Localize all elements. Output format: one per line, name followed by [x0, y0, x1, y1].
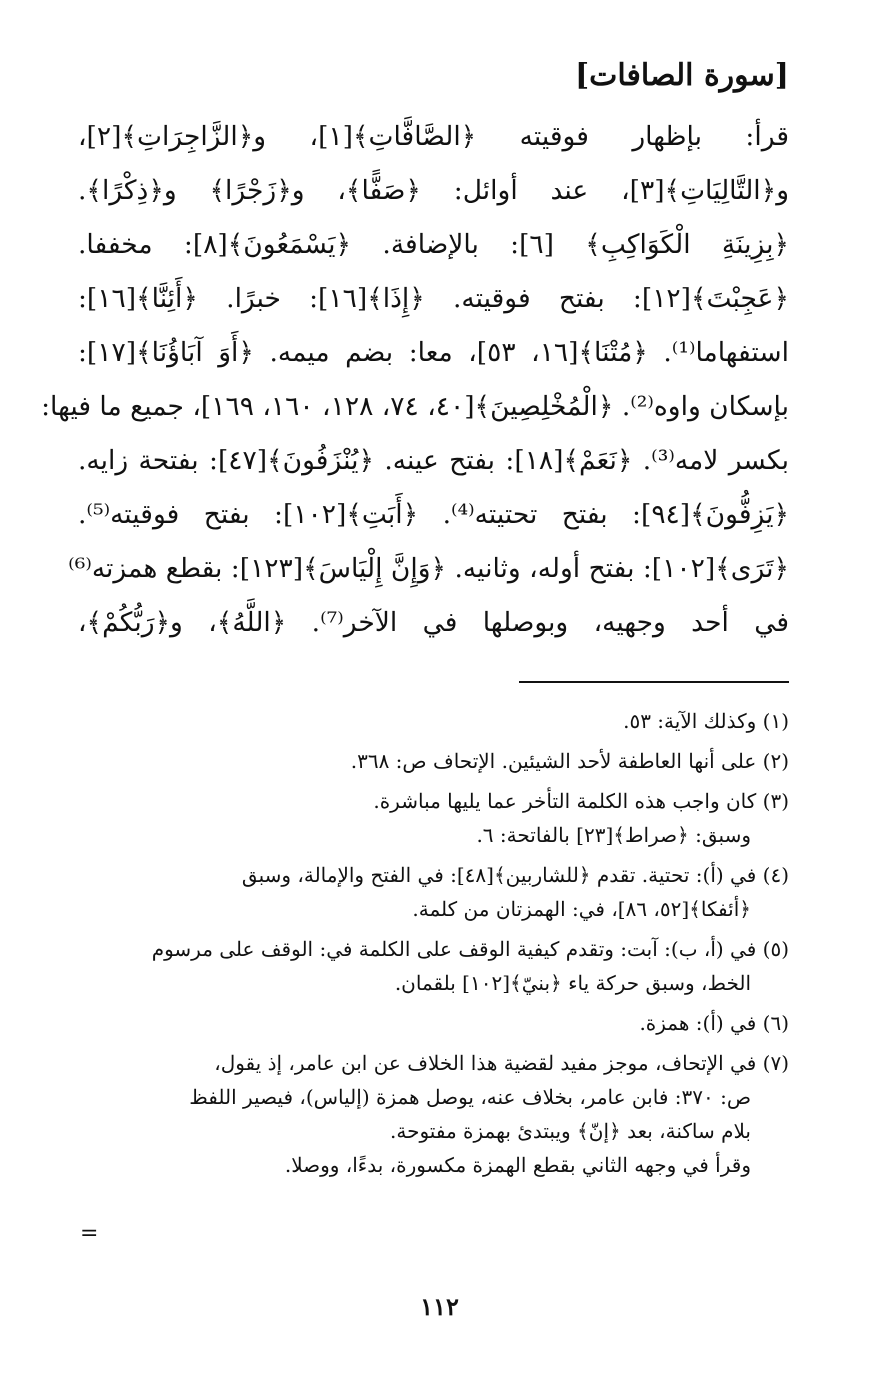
text-line: استفهاما⁽¹⁾. ﴿مُتْنَا﴾[١٦، ٥٣]، معا: بضم ميمه. ﴿أَوَ آبَاؤُنَا﴾[١٧]: [78, 337, 789, 368]
continuation-mark: = [80, 1221, 99, 1246]
main-text [41, 110, 790, 650]
footnote-1 [78, 704, 789, 738]
footnote-line: (٧) في الإتحاف، موجز مفيد لقضية هذا الخلاف عن ابن عامر، إذ يقول، [214, 1051, 789, 1075]
footnotes [78, 704, 789, 1182]
text-line: ﴿بِزِينَةِ الْكَوَاكِبِ﴾ [٦]: بالإضافة. ﴿يَسْمَعُونَ﴾[٨]: مخففا. [78, 229, 790, 260]
text-line: قرأ: بإظهار فوقيته ﴿الصَّافَّاتِ﴾[١]، و﴿الزَّاجِرَاتِ﴾[٢]، [78, 121, 789, 152]
footnote-line: وسبق: ﴿صراط﴾[٢٣] بالفاتحة: ٦. [476, 823, 751, 847]
footnote-line: (٣) كان واجب هذه الكلمة التأخر عما يليها مباشرة. [373, 789, 789, 813]
text-line: بكسر لامه⁽³⁾. ﴿نَعَمْ﴾[١٨]: بفتح عينه. ﴿يُنْزَفُونَ﴾[٤٧]: بفتحة زايه. [78, 445, 789, 476]
footnote-line: ص: ٣٧٠: فابن عامر، بخلاف عنه، يوصل همزة (إلياس)، فيصير اللفظ [189, 1085, 751, 1109]
text-line: ﴿يَزِفُّونَ﴾[٩٤]: بفتح تحتيته⁽⁴⁾. ﴿أَبَتِ﴾[١٠٢]: بفتح فوقيته⁽⁵⁾. [78, 499, 790, 530]
footnote-line: وقرأ في وجهه الثاني بقطع الهمزة مكسورة، بدءًا، ووصلا. [284, 1153, 751, 1177]
text-line: و﴿التَّالِيَاتِ﴾[٣]، عند أوائل: ﴿صَفًّا﴾، و﴿زَجْرًا﴾ و﴿ذِكْرًا﴾. [78, 175, 789, 206]
footnote-line: (٤) في (أ): تحتية. تقدم ﴿للشاربين﴾[٤٨]: في الفتح والإمالة، وسبق [241, 863, 789, 887]
text-line: بإسكان واوه⁽²⁾. ﴿الْمُخْلِصِينَ﴾[٤٠، ٧٤، ١٢٨، ١٦٠، ١٦٩]، جميع ما فيها: [41, 391, 789, 422]
text-line: ﴿تَرَى﴾[١٠٢]: بفتح أوله، وثانيه. ﴿وَإِنَّ إِلْيَاسَ﴾[١٢٣]: بقطع همزته⁽⁶⁾ [68, 553, 789, 584]
footnote-divider [519, 681, 789, 683]
footnote-4 [78, 858, 789, 926]
text-line: في أحد وجهيه، وبوصلها في الآخر⁽⁷⁾. ﴿اللَّهُ﴾، و﴿رَبُّكُمْ﴾، [78, 607, 789, 638]
footnote-3 [78, 784, 789, 852]
footnote-line: بلام ساكنة، بعد ﴿إنّ﴾ ويبتدئ بهمزة مفتوحة. [390, 1119, 751, 1143]
footnote-2 [78, 744, 789, 778]
footnote-5 [78, 932, 789, 1000]
surah-title: [سورة الصافات] [574, 58, 789, 93]
page-number: ١١٢ [420, 1292, 459, 1321]
footnote-line: (٦) في (أ): همزة. [639, 1011, 789, 1035]
footnote-line: (٢) على أنها العاطفة لأحد الشيئين. الإتحاف ص: ٣٦٨. [350, 749, 789, 773]
footnote-line: الخط، وسبق حركة ياء ﴿بنيّ﴾[١٠٢] بلقمان. [394, 971, 751, 995]
text-line: ﴿عَجِبْتَ﴾[١٢]: بفتح فوقيته. ﴿إِذَا﴾[١٦]: خبرًا. ﴿أَئِنَّا﴾[١٦]: [78, 283, 789, 314]
footnote-line: (١) وكذلك الآية: ٥٣. [623, 709, 789, 733]
footnote-7 [78, 1046, 789, 1182]
footnote-line: (٥) في (أ، ب): آبت: وتقدم كيفية الوقف على الكلمة في: الوقف على مرسوم [151, 937, 789, 961]
footnote-6 [78, 1006, 789, 1040]
footnote-line: ﴿أئفكا﴾[٥٢، ٨٦]، في: الهمزتان من كلمة. [412, 897, 751, 921]
